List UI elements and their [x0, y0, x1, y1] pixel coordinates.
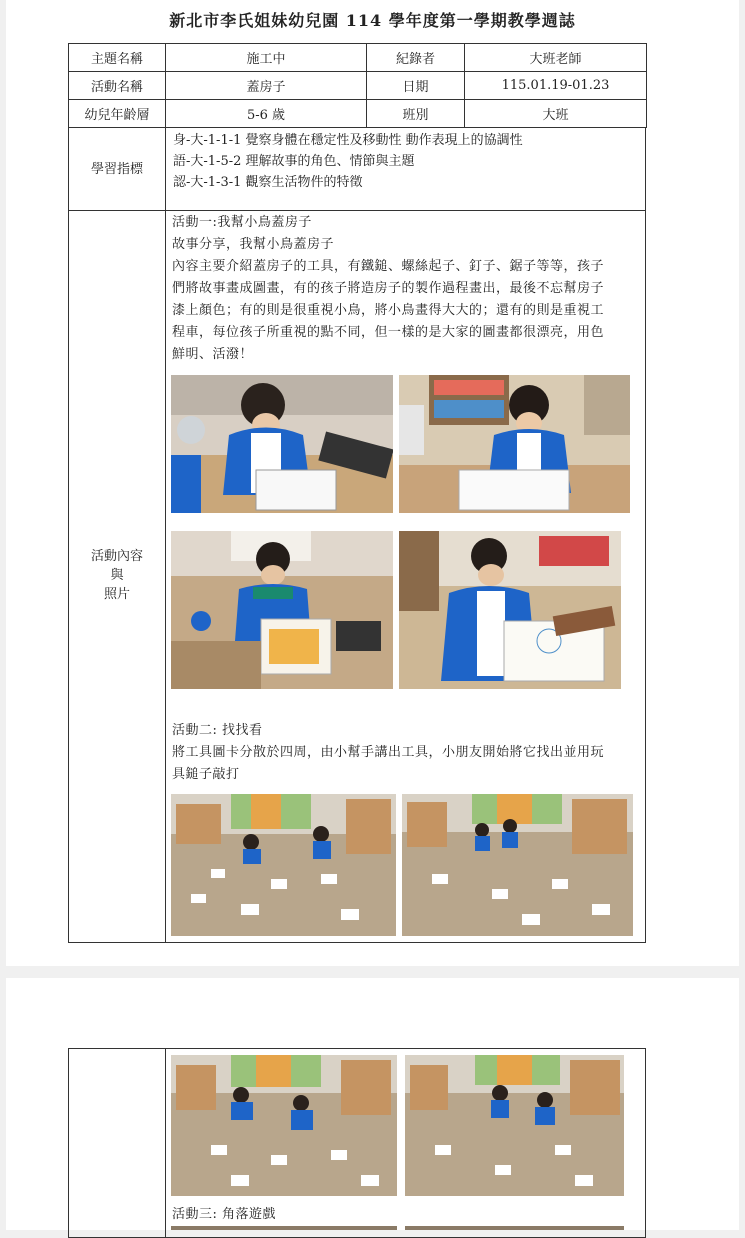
photo-find-game-3: [171, 1055, 397, 1196]
activity3-title: 活動三: 角落遊戲: [172, 1207, 277, 1222]
photo-corner-play-2-top-edge: [405, 1226, 624, 1230]
activity-value: 蓋房子: [166, 72, 367, 100]
content-label-line: 照片: [103, 587, 130, 602]
content-label: [68, 547, 166, 604]
class-value: 大班: [465, 100, 647, 128]
learning-label: 學習指標: [90, 162, 143, 177]
class-label: 班別: [367, 100, 465, 128]
activity1-line: 鮮明、活潑！: [172, 347, 254, 362]
learning-list: [173, 130, 643, 193]
photo-child-coloring-2: [399, 531, 621, 689]
photo-find-game-1: [171, 794, 396, 936]
date-value: 115.01.19-01.23: [465, 72, 647, 100]
document-page-1: [6, 0, 739, 966]
topic-value: 施工中: [166, 44, 367, 72]
photo-child-coloring-1: [171, 531, 393, 689]
activity1-title: 活動一:我幫小鳥蓋房子: [172, 215, 312, 230]
document-page-2: [6, 978, 739, 1230]
learning-item: 身-大-1-1-1 覺察身體在穩定性及移動性 動作表現上的協調性: [173, 133, 523, 148]
age-label: 幼兒年齡層: [69, 100, 166, 128]
photo-corner-play-1-top-edge: [171, 1226, 397, 1230]
activity2-line: 將工具圖卡分散於四周，由小幫手講出工具，小朋友開始將它找出並用玩: [172, 745, 605, 760]
photo-child-drawing-2: [399, 375, 630, 513]
photo-find-game-4: [405, 1055, 624, 1196]
recorder-value: 大班老師: [465, 44, 647, 72]
activity2-line: 具鎚子敲打: [172, 767, 240, 782]
activity1-line: 們將故事畫成圖畫，有的孩子將造房子的製作過程畫出，最後不忘幫房子: [172, 281, 605, 296]
info-table: [68, 43, 647, 128]
recorder-label: 紀錄者: [367, 44, 465, 72]
activity2-title: 活動二: 找找看: [172, 723, 263, 738]
learning-item: 認-大-1-3-1 觀察生活物件的特徵: [173, 175, 363, 190]
content-label-cell-continued: [68, 1048, 166, 1238]
photo-child-drawing-1: [171, 375, 393, 513]
activity1-subtitle: 故事分享，我幫小鳥蓋房子: [172, 237, 335, 252]
activity1-line: 內容主要介紹蓋房子的工具，有鐵鎚、螺絲起子、釘子、鋸子等等，孩子: [172, 259, 605, 274]
date-label: 日期: [367, 72, 465, 100]
topic-label: 主題名稱: [69, 44, 166, 72]
learning-item: 語-大-1-5-2 理解故事的角色、情節與主題: [173, 154, 415, 169]
activity1-line: 漆上顏色；有的則是很重視小鳥，將小鳥畫得大大的；還有的則是重視工: [172, 303, 605, 318]
content-label-line: 活動內容: [90, 549, 143, 564]
activity2-block: [172, 720, 644, 786]
content-label-line: 與: [110, 568, 124, 583]
photo-find-game-2: [402, 794, 633, 936]
activity-label: 活動名稱: [69, 72, 166, 100]
document-title: 新北市李氏姐妹幼兒園 114 學年度第一學期教學週誌: [169, 11, 576, 30]
activity1-block: [172, 212, 644, 366]
age-value: 5-6 歲: [166, 100, 367, 128]
activity1-line: 程車，每位孩子所重視的點不同，但一樣的是大家的圖畫都很漂亮，用色: [172, 325, 605, 340]
